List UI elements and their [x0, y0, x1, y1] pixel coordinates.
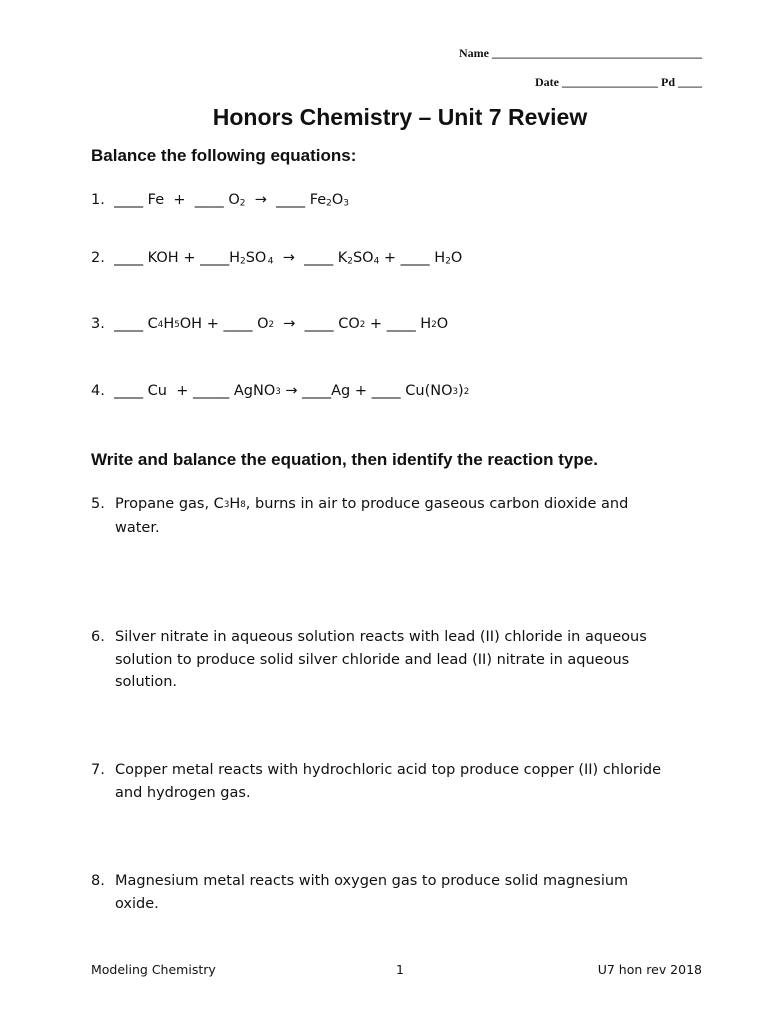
page-number: 1 [396, 962, 404, 977]
section-heading-balance: Balance the following equations: [91, 146, 357, 165]
plus-sign: + [206, 316, 219, 332]
question-text-continued: solution to produce solid silver chloride and lead (II) nitrate in aqueous [115, 651, 630, 668]
coefficient-blank: ____ [400, 250, 430, 266]
coefficient-blank: ____ [194, 192, 224, 208]
plus-sign: + [354, 383, 368, 399]
arrow-icon: → [254, 192, 267, 208]
coefficient-blank: ____ [114, 316, 144, 332]
question-5 [91, 493, 628, 539]
reactant: $O_2$ [228, 192, 246, 209]
question-text-continued: solution. [115, 674, 178, 690]
product: $H^2O$ [420, 316, 449, 332]
question-number: 8. [91, 873, 105, 889]
question-text: Copper metal reacts with hydrochloric acid top produce copper (II) chloride [115, 762, 661, 778]
coefficient-blank: ____ [114, 250, 144, 266]
coefficient-blank: ____ [304, 250, 334, 266]
equation-number: 3. [91, 316, 105, 332]
arrow-icon: → [285, 383, 298, 399]
equation-1 [91, 192, 349, 208]
question-number: 5. [91, 496, 105, 512]
reactant: $C^4H^5OH$ [147, 316, 203, 332]
product: $H_2O$ [434, 250, 463, 267]
coefficient-blank: ____ [223, 316, 253, 332]
plus-sign: + [176, 383, 189, 399]
plus-sign: + [369, 316, 383, 332]
equation-number: 4. [91, 383, 105, 399]
product: $Cu(NO^3)^2$ [405, 383, 470, 399]
reactant: KOH [147, 250, 179, 266]
equation-2 [91, 250, 462, 266]
reactant: $\_\_\_\_H_2SO$ $_4$ [200, 250, 274, 267]
question-number: 6. [91, 629, 105, 645]
product: $K_2SO_4$ [337, 250, 380, 267]
date-period-field-label: Date ________________ Pd ____ [535, 75, 702, 89]
reactant: Cu [147, 383, 167, 399]
plus-sign: + [183, 250, 196, 266]
page-title-container [0, 104, 770, 131]
name-field-label: Name ___________________________________ [459, 46, 702, 60]
reactant: $O^2$ [257, 316, 275, 332]
question-text: Propane gas, $C^3H^8$, burns in air to produce gaseous carbon dioxide and [115, 496, 629, 512]
reactant: AgNO$^3$ [233, 383, 281, 399]
plus-sign: + [383, 250, 397, 266]
coefficient-blank: ____ [276, 192, 306, 208]
coefficient-blank: ____ [386, 316, 416, 332]
arrow-icon: → [283, 316, 296, 332]
question-text-continued: oxide. [115, 895, 159, 912]
question-text-continued: water. [115, 519, 160, 536]
coefficient-blank: ____ [114, 383, 144, 399]
question-text: Silver nitrate in aqueous solution reacts with lead (II) chloride in aqueous [115, 629, 647, 645]
question-7 [91, 759, 661, 804]
equation-4 [91, 383, 469, 399]
footer-right: U7 hon rev 2018 [597, 962, 702, 977]
plus-sign: + [173, 192, 186, 208]
product: $Fe_2O_3$ [309, 192, 350, 209]
footer-left: Modeling Chemistry [91, 962, 216, 977]
section-heading-write-and-balance: Write and balance the equation, then identify the reaction type. [91, 450, 598, 469]
arrow-icon: → [282, 250, 295, 266]
product: $CO^2$ [338, 316, 366, 332]
coefficient-blank: ____ [114, 192, 144, 208]
page-title: Honors Chemistry – Unit 7 Review [212, 104, 588, 130]
question-text-continued: and hydrogen gas. [115, 784, 251, 801]
coefficient-blank: ____ [371, 383, 401, 399]
question-6 [91, 626, 647, 694]
question-text: Magnesium metal reacts with oxygen gas to produce solid magnesium [115, 873, 629, 889]
product: ____Ag [302, 383, 351, 399]
equation-number: 2. [91, 250, 105, 266]
question-number: 7. [91, 762, 105, 778]
equation-3 [91, 316, 448, 332]
coefficient-blank: _____ [192, 383, 230, 399]
coefficient-blank: ____ [304, 316, 334, 332]
equation-number: 1. [91, 192, 105, 208]
reactant: Fe [147, 192, 165, 208]
question-8 [91, 870, 628, 915]
